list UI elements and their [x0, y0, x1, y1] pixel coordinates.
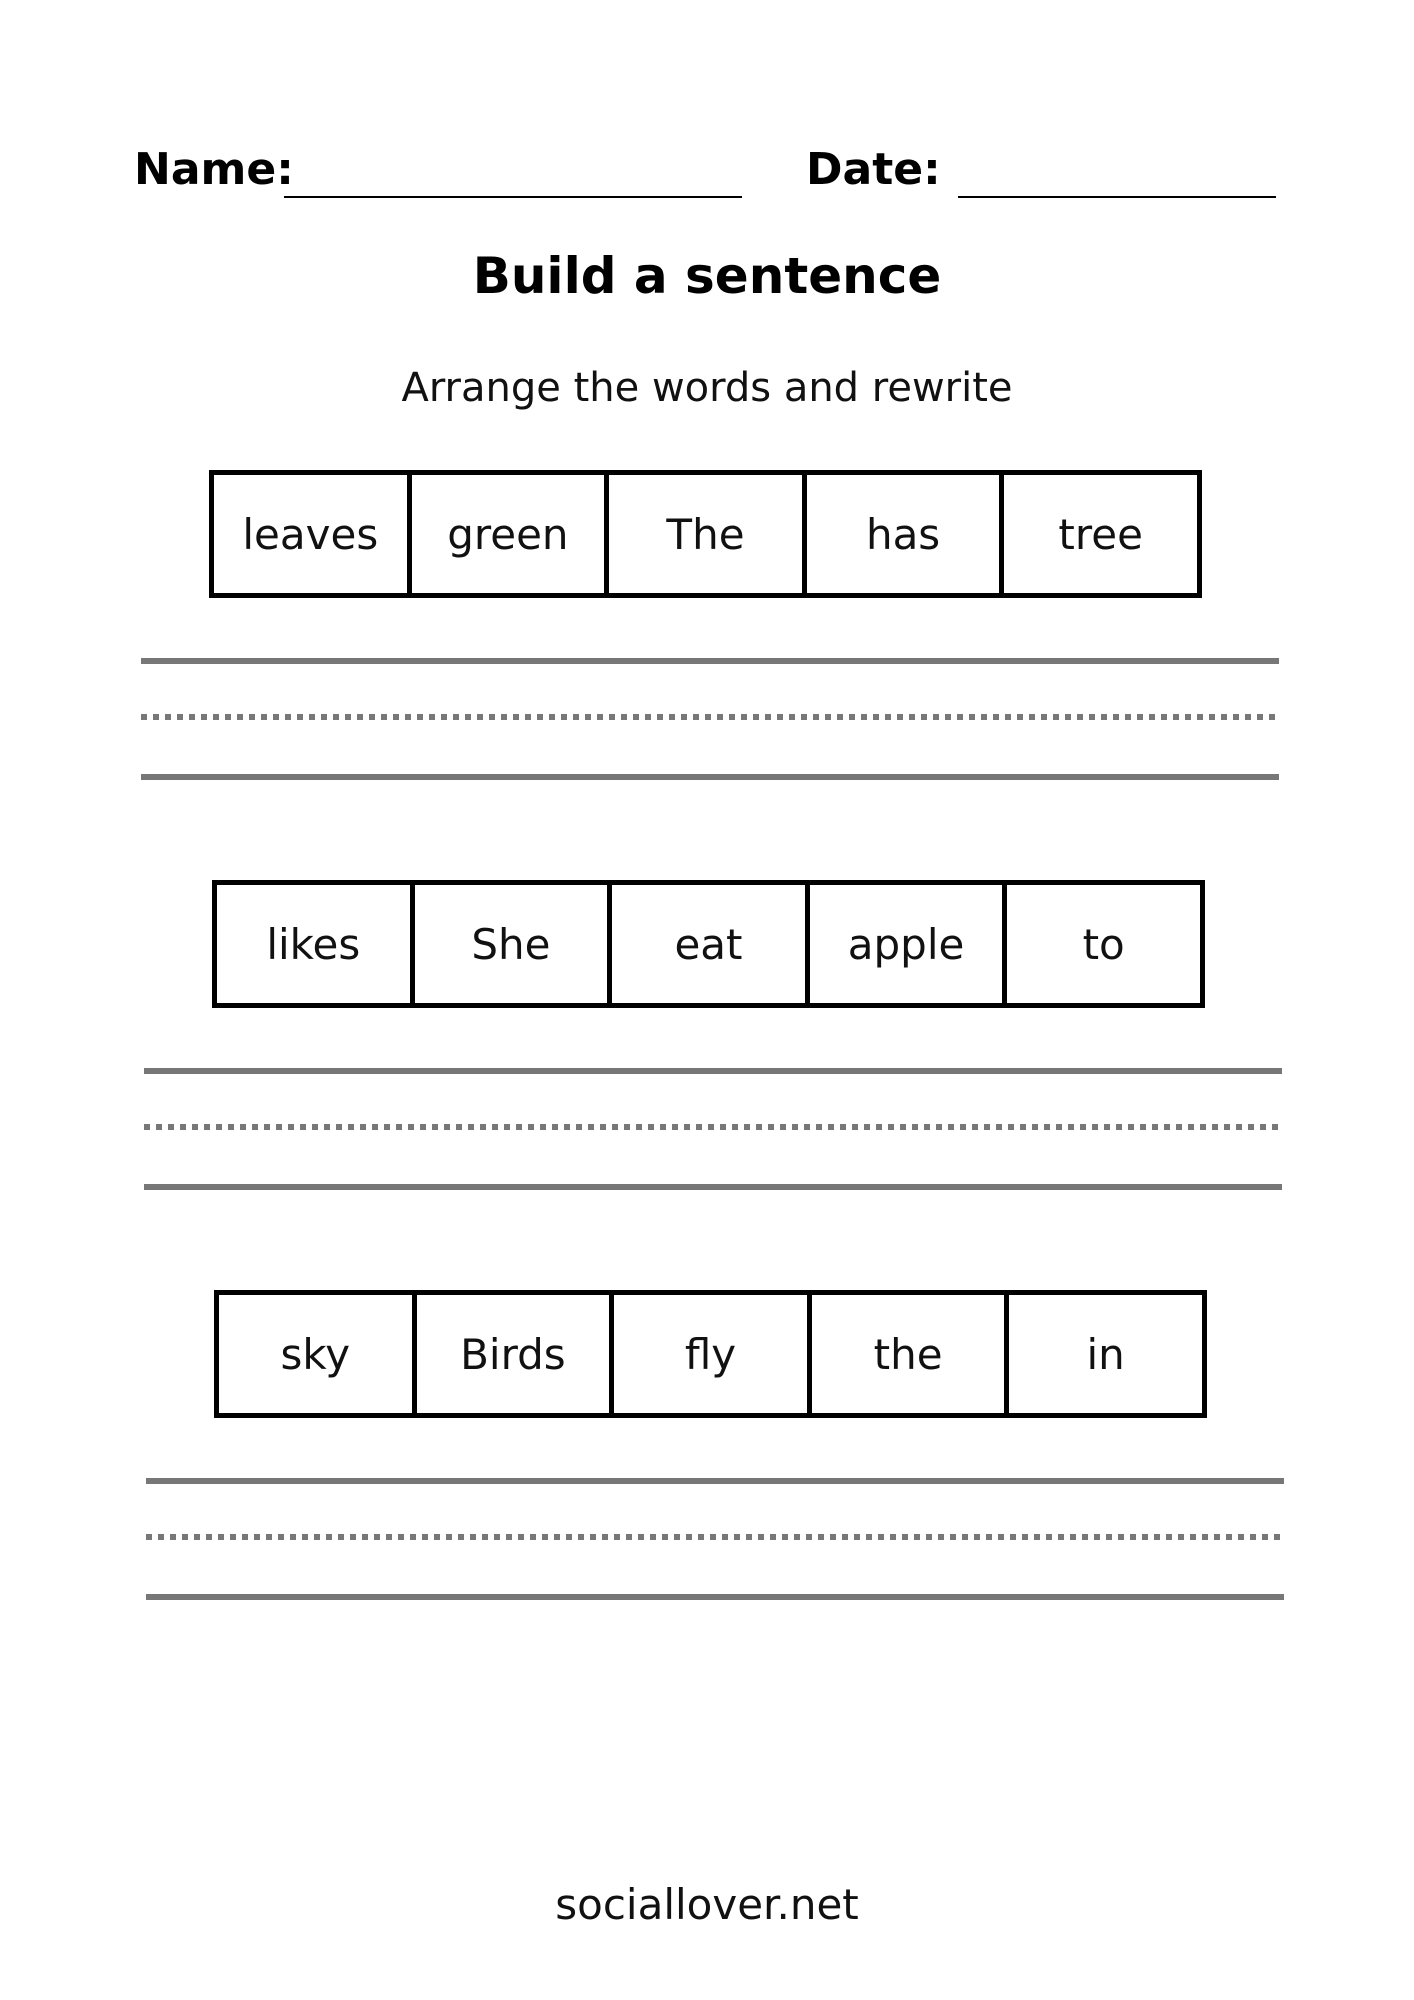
word-box: leaves: [214, 475, 412, 593]
writing-line-dotted: [146, 1534, 1284, 1540]
word-box: likes: [217, 885, 415, 1003]
exercise-2: [0, 880, 1414, 1200]
writing-line-top: [144, 1068, 1282, 1074]
writing-area[interactable]: [146, 1478, 1284, 1608]
writing-line-dotted: [144, 1124, 1282, 1130]
word-box: The: [609, 475, 807, 593]
word-box-row: [209, 470, 1202, 598]
word-box: tree: [1058, 509, 1143, 559]
word-box: the: [812, 1295, 1010, 1413]
writing-line-dotted: [141, 714, 1279, 720]
name-label: Name:: [134, 144, 294, 195]
word-box: apple: [810, 885, 1008, 1003]
writing-line-top: [146, 1478, 1284, 1484]
word-box-row: [212, 880, 1205, 1008]
worksheet-header: [0, 140, 1414, 210]
word-box-row: [214, 1290, 1207, 1418]
word-box: has: [807, 475, 1005, 593]
exercise-3: [0, 1290, 1414, 1610]
exercise-1: [0, 470, 1414, 790]
date-field-line[interactable]: [958, 196, 1276, 198]
word-box: sky: [219, 1295, 417, 1413]
word-box: She: [415, 885, 613, 1003]
word-box: Birds: [417, 1295, 615, 1413]
date-label: Date:: [806, 144, 941, 195]
page-title: Build a sentence: [472, 247, 942, 305]
writing-line-bottom: [141, 774, 1279, 780]
word-box: to: [1082, 919, 1125, 969]
writing-area[interactable]: [144, 1068, 1282, 1198]
name-field-line[interactable]: [284, 196, 742, 198]
writing-line-bottom: [144, 1184, 1282, 1190]
word-box: in: [1086, 1329, 1125, 1379]
writing-line-top: [141, 658, 1279, 664]
instructions-text: Arrange the words and rewrite: [401, 365, 1013, 411]
word-box: fly: [614, 1295, 812, 1413]
word-box: eat: [612, 885, 810, 1003]
writing-area[interactable]: [141, 658, 1279, 788]
word-box: green: [412, 475, 610, 593]
footer-website: sociallover.net: [555, 1880, 859, 1929]
writing-line-bottom: [146, 1594, 1284, 1600]
